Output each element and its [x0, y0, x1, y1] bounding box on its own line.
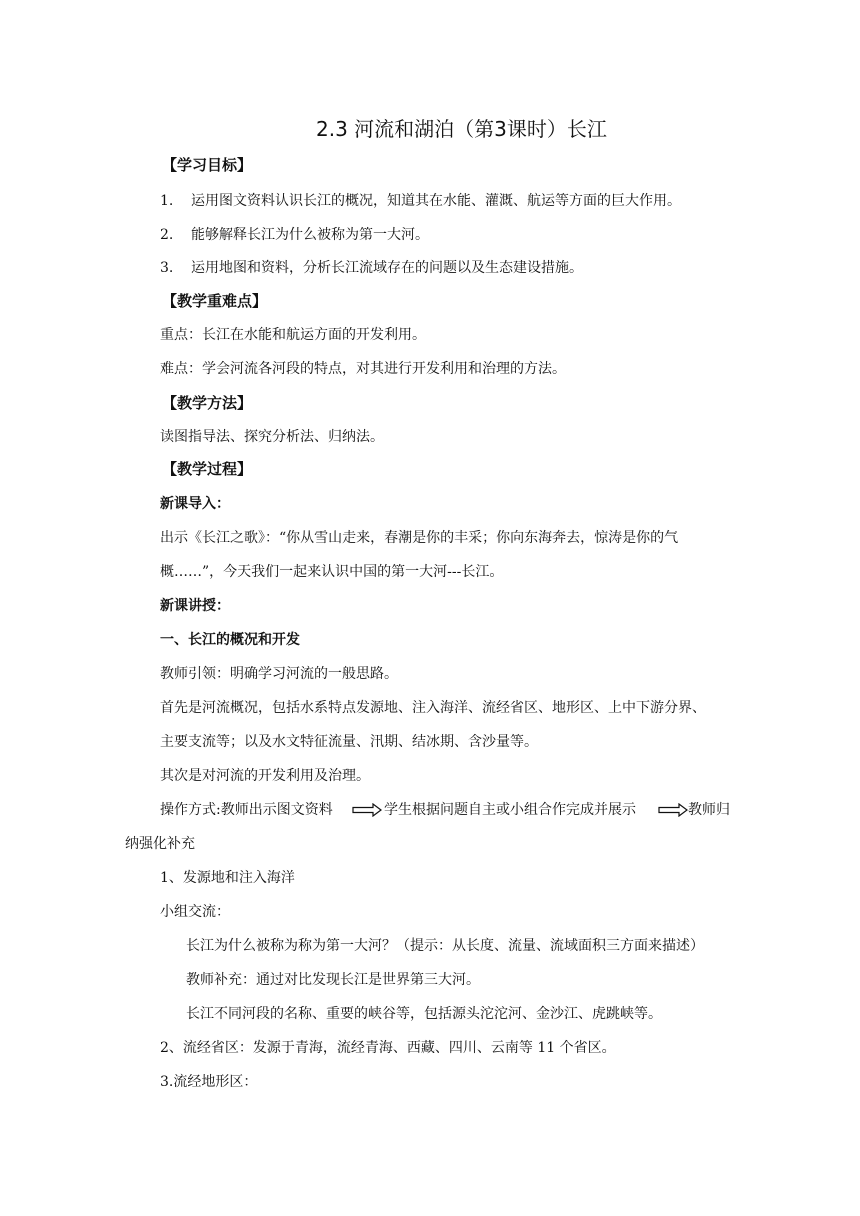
operation-step-3: 教师归 — [688, 802, 730, 818]
overview-paragraph-line: 首先是河流概况，包括水系特点发源地、注入海洋、流经省区、地形区、上中下游分界、 — [160, 700, 706, 716]
intro-heading: 新课导入： — [160, 496, 230, 512]
development-text: 其次是对河流的开发利用及治理。 — [160, 768, 370, 784]
overview-paragraph-line: 主要支流等；以及水文特征流量、汛期、结冰期、含沙量等。 — [160, 734, 538, 750]
intro-paragraph-line: 出示《长江之歌》：“你从雪山走来，春潮是你的丰采；你向东海奔去，惊涛是你的气 — [160, 530, 679, 546]
intro-paragraph-line: 概……”，今天我们一起来认识中国的第一大河---长江。 — [160, 564, 504, 580]
item-2-text: 2、流经省区：发源于青海，流经青海、西藏、四川、云南等 11 个省区。 — [160, 1040, 616, 1056]
keypoints-heading: 【教学重难点】 — [162, 292, 268, 310]
item-1-heading: 1、发源地和注入海洋 — [160, 870, 295, 886]
objective-text: 运用地图和资料，分析长江流域存在的问题以及生态建设措施。 — [191, 260, 583, 276]
lecture-heading: 新课讲授： — [160, 598, 230, 614]
right-arrow-icon — [658, 803, 688, 817]
teacher-supplement-text: 教师补充：通过对比发现长江是世界第三大河。 — [186, 972, 480, 988]
river-section-names-text: 长江不同河段的名称、重要的峡谷等，包括源头沱沱河、金沙江、虎跳峡等。 — [186, 1006, 662, 1022]
keypoint-text: 重点：长江在水能和航运方面的开发利用。 — [160, 327, 426, 343]
methods-text: 读图指导法、探究分析法、归纳法。 — [160, 429, 384, 445]
item-3-heading: 3.流经地形区： — [160, 1074, 258, 1090]
operation-step-2: 学生根据问题自主或小组合作完成并展示 — [384, 802, 636, 818]
methods-heading: 【教学方法】 — [162, 394, 253, 412]
objective-number: 3. — [160, 260, 174, 276]
objective-text: 能够解释长江为什么被称为第一大河。 — [191, 227, 429, 243]
operation-line-2: 纳强化补充 — [125, 836, 195, 852]
page-title: 2.3 河流和湖泊（第3课时）长江 — [316, 117, 607, 141]
group-discussion-label: 小组交流： — [160, 904, 230, 920]
right-arrow-icon — [352, 803, 382, 817]
part1-heading: 一、长江的概况和开发 — [160, 632, 300, 648]
difficulty-text: 难点：学会河流各河段的特点，对其进行开发利用和治理的方法。 — [160, 361, 566, 377]
question-text: 长江为什么被称为称为第一大河？（提示：从长度、流量、流域面积三方面来描述） — [186, 938, 704, 954]
objectives-heading: 【学习目标】 — [162, 156, 253, 174]
teacher-guide-text: 教师引领：明确学习河流的一般思路。 — [160, 666, 398, 682]
objective-text: 运用图文资料认识长江的概况，知道其在水能、灌溉、航运等方面的巨大作用。 — [191, 193, 681, 209]
objective-number: 2. — [160, 227, 174, 243]
operation-step-1: 操作方式:教师出示图文资料 — [160, 802, 333, 818]
objective-number: 1. — [160, 193, 174, 209]
process-heading: 【教学过程】 — [162, 460, 253, 478]
